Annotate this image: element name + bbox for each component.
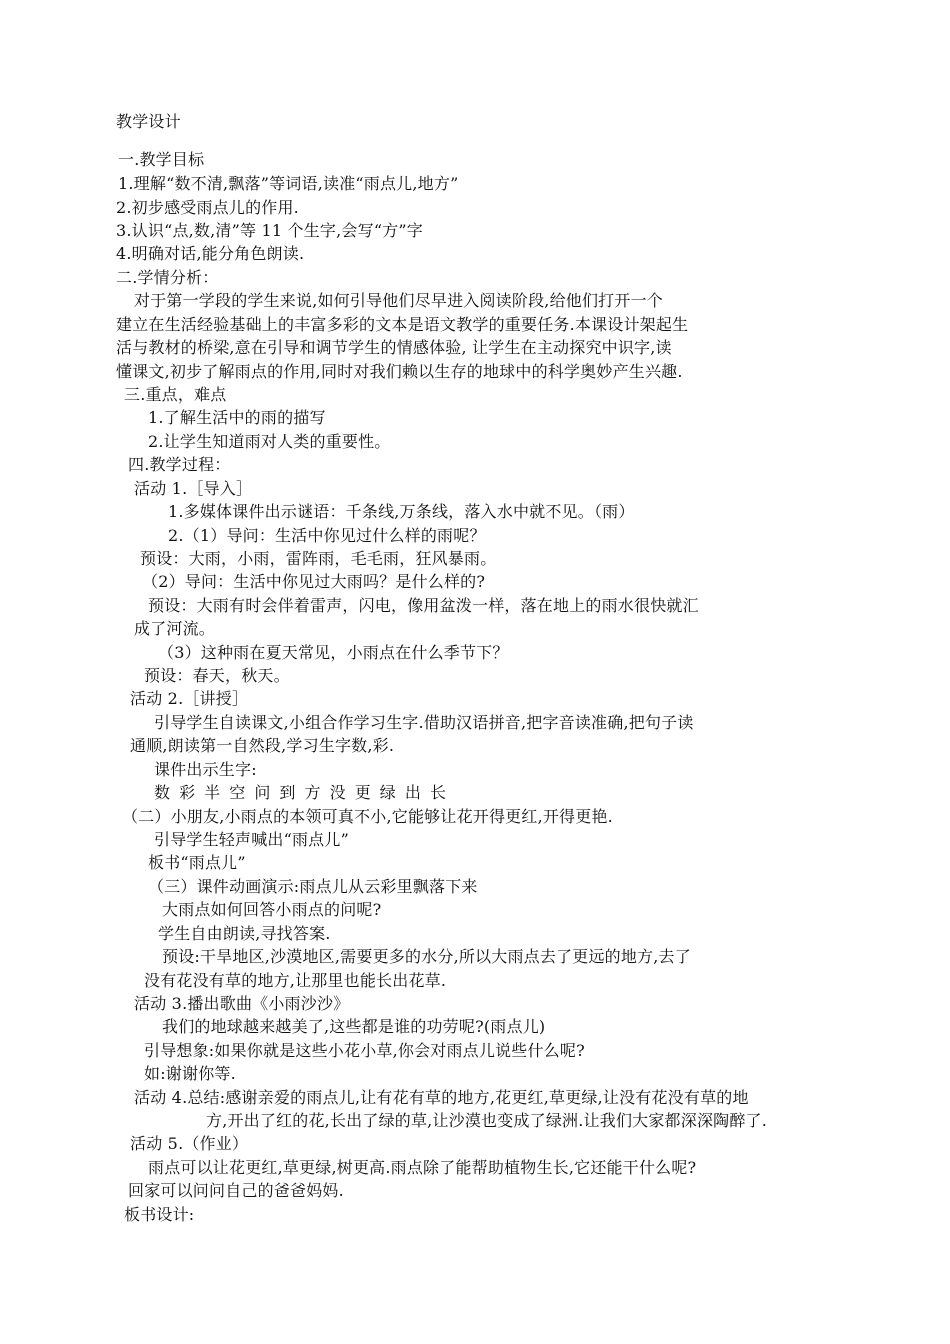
text-line: 3.认识“点,数,清”等 11 个生字,会写“方”字: [116, 221, 423, 240]
text-line: 1.了解生活中的雨的描写: [148, 408, 326, 427]
text-line: 2.让学生知道雨对人类的重要性。: [148, 432, 391, 451]
text-line: 我们的地球越来越美了,这些都是谁的功劳呢?(雨点儿): [162, 1017, 546, 1036]
text-line: 通顺,朗读第一自然段,学习生字数,彩.: [130, 736, 395, 755]
text-line: （3）这种雨在夏天常见，小雨点在什么季节下？: [158, 643, 509, 662]
text-line: 引导学生自读课文,小组合作学习生字.借助汉语拼音,把字音读准确,把句子读: [154, 713, 694, 732]
text-line: 引导学生轻声喊出“雨点儿”: [154, 830, 349, 849]
section-heading-board-design: 板书设计:: [124, 1205, 195, 1224]
text-line: 雨点可以让花更红,草更绿,树更高.雨点除了能帮助植物生长,它还能干什么呢?: [148, 1158, 697, 1177]
text-line: 板书“雨点儿”: [148, 853, 246, 872]
text-line: 活动 1.［导入］: [134, 479, 253, 498]
text-line: 成了河流。: [134, 619, 216, 638]
section-heading-key-points: 三.重点，难点: [124, 385, 227, 404]
text-line: 课件出示生字:: [154, 760, 257, 779]
text-line: 如:谢谢你等.: [144, 1064, 236, 1083]
text-line: 活动 5.（作业）: [130, 1134, 249, 1153]
text-line: 活与教材的桥梁,意在引导和调节学生的情感体验, 让学生在主动探究中识字,读: [116, 338, 672, 357]
text-line: 回家可以问问自己的爸爸妈妈.: [128, 1181, 344, 1200]
text-line: 学生自由朗读,寻找答案.: [158, 924, 331, 943]
text-line: 没有花没有草的地方,让那里也能长出花草.: [144, 971, 447, 990]
text-line: 预设：春天，秋天。: [144, 666, 290, 685]
text-line: 1.多媒体课件出示谜语：千条线,万条线，落入水中就不见。（雨）: [168, 502, 635, 521]
text-line: 懂课文,初步了解雨点的作用,同时对我们赖以生存的地球中的科学奥妙产生兴趣.: [116, 362, 683, 381]
text-line: 活动 3.播出歌曲《小雨沙沙》: [134, 994, 350, 1013]
text-line: 大雨点如何回答小雨点的问呢?: [162, 900, 382, 919]
text-line: 2.（1）导问：生活中你见过什么样的雨呢？: [168, 526, 486, 545]
text-line: 2.初步感受雨点儿的作用.: [116, 198, 299, 217]
text-line: 建立在生活经验基础上的丰富多彩的文本是语文教学的重要任务.本课设计架起生: [116, 315, 689, 334]
text-line: （2）导问：生活中你见过大雨吗？是什么样的?: [142, 572, 486, 591]
text-line: 引导想象:如果你就是这些小花小草,你会对雨点儿说些什么呢?: [144, 1041, 585, 1060]
text-line: 预设:干旱地区,沙漠地区,需要更多的水分,所以大雨点去了更远的地方,去了: [162, 947, 691, 966]
section-heading-goals: 一.教学目标: [118, 150, 205, 169]
text-line: 预设：大雨有时会伴着雷声，闪电，像用盆泼一样，落在地上的雨水很快就汇: [148, 596, 699, 615]
document-title: 教学设计: [116, 112, 181, 131]
text-line: 活动 2.［讲授］: [130, 689, 249, 708]
text-line: 4.明确对话,能分角色朗读.: [116, 244, 305, 263]
text-line: （三）课件动画演示:雨点儿从云彩里飘落下来: [148, 877, 478, 896]
section-heading-analysis: 二.学情分析：: [116, 268, 219, 287]
text-line: 1.理解“数不清,飘落”等词语,读准“雨点儿,地方”: [118, 174, 459, 193]
new-characters-list: 数 彩 半 空 问 到 方 没 更 绿 出 长: [154, 783, 448, 802]
text-line: 对于第一学段的学生来说,如何引导他们尽早进入阅读阶段,给他们打开一个: [134, 291, 663, 310]
section-heading-process: 四.教学过程：: [128, 455, 231, 474]
text-line: 活动 4.总结:感谢亲爱的雨点儿,让有花有草的地方,花更红,草更绿,让没有花没有草的地: [134, 1088, 749, 1107]
text-line: 预设：大雨，小雨，雷阵雨，毛毛雨，狂风暴雨。: [140, 549, 497, 568]
text-line: 方,开出了红的花,长出了绿的草,让沙漠也变成了绿洲.让我们大家都深深陶醉了.: [206, 1111, 768, 1130]
text-line: （二）小朋友,小雨点的本领可真不小,它能够让花开得更红,开得更艳.: [122, 807, 613, 826]
